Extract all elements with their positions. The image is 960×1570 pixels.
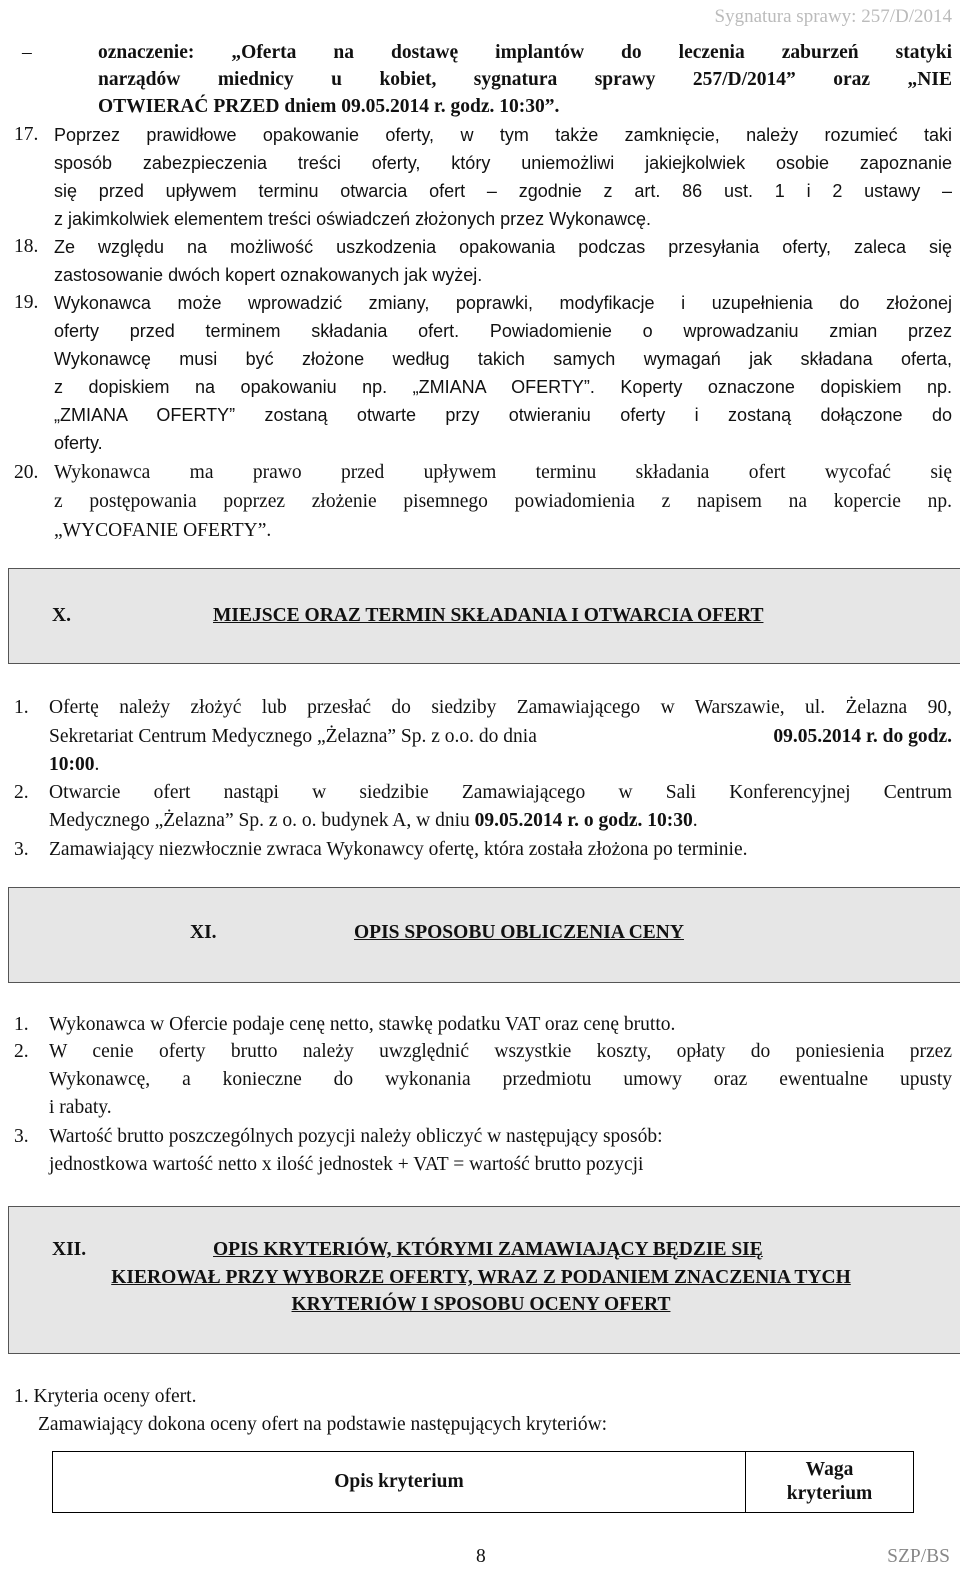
item-number: 19. (14, 292, 39, 313)
item-19-line-1: Wykonawca może wprowadzić zmiany, poprawki, modyfikacje i uzupełnienia do złożonej (54, 293, 952, 313)
item-19-line-4: z dopiskiem na opakowaniu np. „ZMIANA OFERTY”. Koperty oznaczone dopiskiem np. (54, 377, 952, 397)
sec-x-p2-line-2 (49, 808, 698, 834)
sec-x-p1-deadline: 09.05.2014 r. do godz. (773, 726, 952, 747)
bullet-dash: – (22, 42, 32, 63)
bullet-line-3: OTWIERAĆ PRZED dniem 09.05.2014 r. godz. 10:30”. (98, 96, 560, 117)
table-header-criterion: Opis kryterium (53, 1452, 746, 1513)
item-17-line-3: się przed upływem terminu otwarcia ofert – zgodnie z art. 86 ust. 1 i 2 ustawy – (54, 181, 952, 201)
item-number: 17. (14, 124, 39, 145)
bullet-line-2: narządów miednicy u kobiet, sygnatura sprawy 257/D/2014” oraz „NIE (98, 69, 952, 90)
sec-x-p1-line-2 (49, 724, 952, 750)
table-header-weight (746, 1452, 914, 1513)
sec-xii-p1: 1. Kryteria oceny ofert. (14, 1386, 197, 1407)
sec-x-p1-line-1: Ofertę należy złożyć lub przesłać do siedziby Zamawiającego w Warszawie, ul. Żelazna 90, (49, 697, 952, 718)
item-17-line-1: Poprzez prawidłowe opakowanie oferty, w tym także zamknięcie, należy rozumieć taki (54, 125, 952, 145)
sec-x-p1-period: . (94, 754, 100, 775)
sec-x-p2-date: 09.05.2014 r. o godz. 10:30 (474, 810, 693, 831)
item-20-line-2: z postępowania poprzez złożenie pisemnego powiadomienia z napisem na kopercie np. (54, 491, 952, 512)
section-xii-title-line-1: OPIS KRYTERIÓW, KTÓRYMI ZAMAWIAJĄCY BĘDZIE SIĘ (213, 1239, 763, 1260)
table-row (53, 1452, 914, 1513)
list-number: 1. (14, 697, 29, 718)
item-17-line-2: sposób zabezpieczenia treści oferty, który uniemożliwi jakiejkolwiek osobie zapoznanie (54, 153, 952, 173)
section-x-title: MIEJSCE ORAZ TERMIN SKŁADANIA I OTWARCIA OFERT (213, 605, 764, 626)
section-xi-title: OPIS SPOSOBU OBLICZENIA CENY (354, 922, 684, 943)
page-number: 8 (476, 1546, 486, 1567)
item-number: 20. (14, 462, 39, 483)
footer-code: SZP/BS (887, 1546, 950, 1567)
section-xii-number: XII. (52, 1239, 87, 1260)
bullet-line-1: oznaczenie: „Oferta na dostawę implantów do leczenia zaburzeń statyki (98, 42, 952, 63)
weight-label-2: kryterium (786, 1483, 873, 1504)
sec-x-p3: Zamawiający niezwłocznie zwraca Wykonawcy ofertę, która została złożona po terminie. (49, 839, 748, 860)
sec-xi-p1: Wykonawca w Ofercie podaje cenę netto, stawkę podatku VAT oraz cenę brutto. (49, 1014, 676, 1035)
section-x-number: X. (52, 605, 71, 626)
item-19-line-6: oferty. (54, 433, 103, 453)
list-number: 3. (14, 1126, 29, 1147)
item-18-line-2: zastosowanie dwóch kopert oznakowanych jak wyżej. (54, 265, 483, 285)
item-20-line-1: Wykonawca ma prawo przed upływem terminu składania ofert wycofać się (54, 462, 952, 483)
list-number: 2. (14, 1041, 29, 1062)
item-19-line-3: Wykonawcę musi być złożone według takich samych wymagań jak składana oferta, (54, 349, 952, 369)
criteria-table (52, 1451, 914, 1513)
item-19-line-5: „ZMIANA OFERTY” zostaną otwarte przy otwieraniu oferty i zostaną dołączone do (54, 405, 952, 425)
sec-x-p2-period: . (692, 810, 698, 831)
weight-label-1: Waga (805, 1459, 854, 1480)
case-signature-watermark: Sygnatura sprawy: 257/D/2014 (714, 6, 952, 27)
list-number: 3. (14, 839, 29, 860)
item-17-line-4: z jakimkolwiek elementem treści oświadczeń złożonych przez Wykonawcę. (54, 209, 652, 229)
sec-x-p1-line-2-text: Sekretariat Centrum Medycznego „Żelazna” Sp. z o.o. do dnia (49, 726, 537, 747)
item-19-line-2: oferty przed terminem składania ofert. Powiadomienie o wprowadzaniu zmian przez (54, 321, 952, 341)
item-18-line-1: Ze względu na możliwość uszkodzenia opakowania podczas przesyłania oferty, zaleca się (54, 237, 952, 257)
sec-xi-p2-line-3: i rabaty. (49, 1097, 112, 1118)
list-number: 1. (14, 1014, 29, 1035)
section-xii-title-line-2: KIEROWAŁ PRZY WYBORZE OFERTY, WRAZ Z PODANIEM ZNACZENIA TYCH (111, 1267, 851, 1288)
sec-xi-p3-line-1: Wartość brutto poszczególnych pozycji należy obliczyć w następujący sposób: (49, 1126, 663, 1147)
item-number: 18. (14, 236, 39, 257)
sec-xi-p2-line-1: W cenie oferty brutto należy uwzględnić wszystkie koszty, opłaty do poniesienia przez (49, 1041, 952, 1062)
sec-xii-p2: Zamawiający dokona oceny ofert na podstawie następujących kryteriów: (38, 1414, 608, 1435)
list-number: 2. (14, 782, 29, 803)
section-xi-number: XI. (190, 922, 217, 943)
item-20-line-3: „WYCOFANIE OFERTY”. (54, 520, 272, 541)
section-xii-title-line-3: KRYTERIÓW I SPOSOBU OCENY OFERT (291, 1294, 671, 1315)
sec-x-p1-line-3 (49, 752, 99, 778)
sec-x-p2-text: Medycznego „Żelazna” Sp. z o. o. budynek A, w dniu (49, 810, 475, 831)
sec-x-p1-time: 10:00 (49, 754, 95, 775)
sec-xi-p3-formula: jednostkowa wartość netto x ilość jednostek + VAT = wartość brutto pozycji (49, 1154, 644, 1175)
sec-xi-p2-line-2: Wykonawcę, a konieczne do wykonania przedmiotu umowy oraz ewentualne upusty (49, 1069, 952, 1090)
sec-x-p2-line-1: Otwarcie ofert nastąpi w siedzibie Zamawiającego w Sali Konferencyjnej Centrum (49, 782, 952, 803)
